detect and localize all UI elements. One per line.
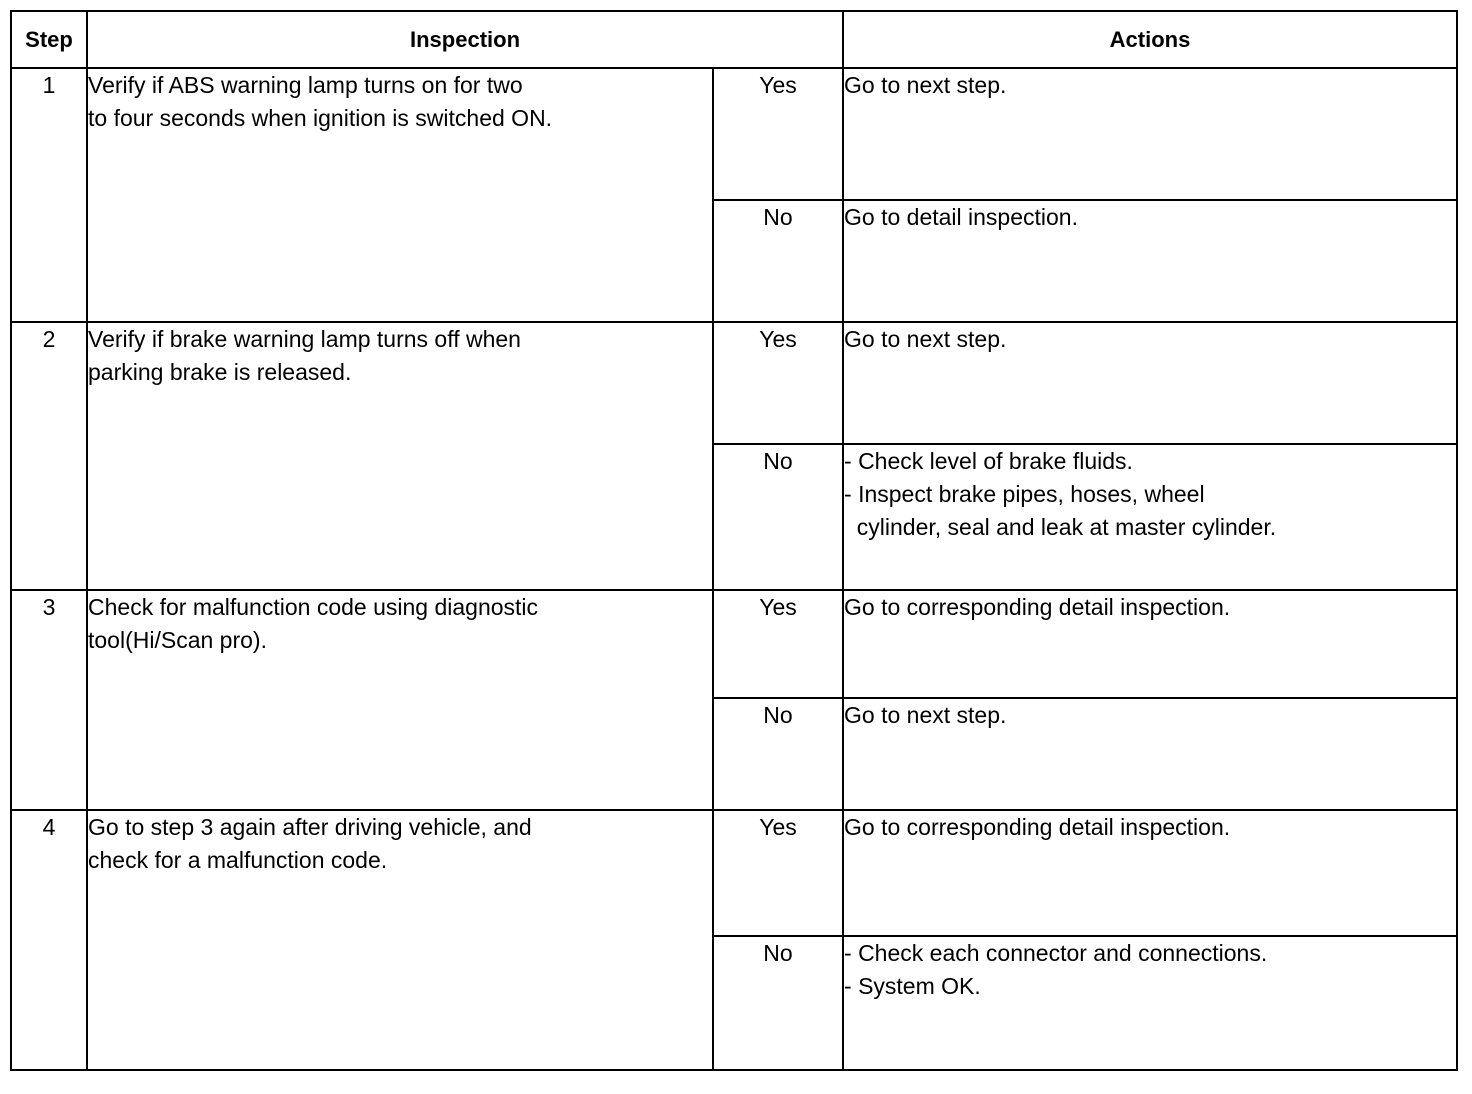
action-yes (843, 322, 1457, 444)
action-yes (843, 810, 1457, 936)
step-number: 2 (11, 322, 87, 590)
action-line: - Check each connector and connections. (844, 940, 1268, 966)
inspection-text (87, 322, 713, 590)
action-yes (843, 590, 1457, 698)
action-line: - Inspect brake pipes, hoses, wheel (844, 481, 1205, 507)
table-row (11, 590, 1457, 698)
answer-no: No (713, 698, 843, 810)
table-row (11, 810, 1457, 936)
action-line: Go to next step. (844, 326, 1007, 352)
step-number: 3 (11, 590, 87, 810)
action-no (843, 200, 1457, 322)
action-no (843, 698, 1457, 810)
header-step: Step (11, 11, 87, 68)
action-no (843, 936, 1457, 1070)
action-line: - Check level of brake fluids. (844, 448, 1133, 474)
answer-yes: Yes (713, 590, 843, 698)
step-number: 1 (11, 68, 87, 322)
inspection-line: Check for malfunction code using diagnostic (88, 594, 539, 620)
action-line: cylinder, seal and leak at master cylinder. (844, 514, 1277, 540)
inspection-line: parking brake is released. (88, 359, 352, 385)
answer-no: No (713, 444, 843, 590)
answer-no: No (713, 200, 843, 322)
table-header-row (11, 11, 1457, 68)
inspection-line: tool(Hi/Scan pro). (88, 627, 267, 653)
inspection-line: check for a malfunction code. (88, 847, 388, 873)
header-inspection: Inspection (87, 11, 843, 68)
answer-no: No (713, 936, 843, 1070)
action-line: - System OK. (844, 973, 981, 999)
inspection-line: to four seconds when ignition is switched ON. (88, 105, 553, 131)
action-no (843, 444, 1457, 590)
inspection-text (87, 590, 713, 810)
answer-yes: Yes (713, 810, 843, 936)
inspection-text (87, 68, 713, 322)
action-line: Go to corresponding detail inspection. (844, 814, 1231, 840)
inspection-procedure-table (10, 10, 1458, 1071)
inspection-line: Go to step 3 again after driving vehicle, and (88, 814, 532, 840)
answer-yes: Yes (713, 322, 843, 444)
answer-yes: Yes (713, 68, 843, 200)
action-yes (843, 68, 1457, 200)
inspection-line: Verify if brake warning lamp turns off when (88, 326, 521, 352)
action-line: Go to corresponding detail inspection. (844, 594, 1231, 620)
step-number: 4 (11, 810, 87, 1070)
inspection-text (87, 810, 713, 1070)
table-row (11, 68, 1457, 200)
header-actions: Actions (843, 11, 1457, 68)
action-line: Go to next step. (844, 72, 1007, 98)
action-line: Go to next step. (844, 702, 1007, 728)
table-row (11, 322, 1457, 444)
action-line: Go to detail inspection. (844, 204, 1078, 230)
inspection-line: Verify if ABS warning lamp turns on for two (88, 72, 523, 98)
